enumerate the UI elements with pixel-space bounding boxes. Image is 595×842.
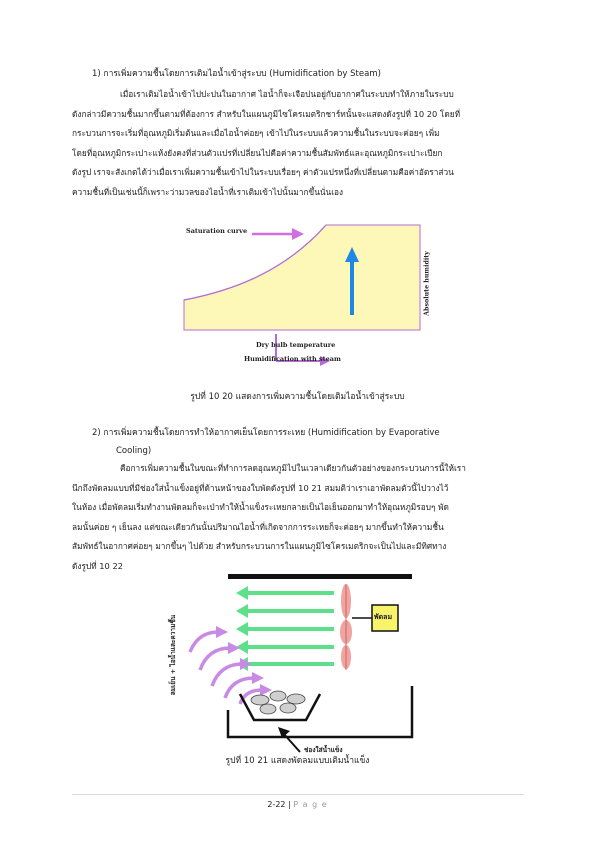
paragraph-line: ดังกล่าวมีความชื้นมากขึ้นตามที่ต้องการ สำหรับในแผนภูมิไซโครเมตริกชาร์ทนั้นจะแสดงดังรูปที่ 10 20 โดยที่ <box>72 108 461 119</box>
section-2-heading: 2) การเพิ่มความชื้นโดยการทำให้อากาศเย็นโดยการระเหย (Humidification by Evaporative <box>92 428 440 438</box>
fan-base-frame <box>228 686 412 737</box>
paragraph-line: ดังรูปที่ 10 22 <box>72 560 124 571</box>
saturation-curve-label: Saturation curve <box>186 227 248 235</box>
paragraph-line: ในห้อง เมื่อพัดลมเริ่มทำงานพัดลมก็จะเป่าทำให้น้ำแข็งระเหยกลายเป็นไอเย็นออกมาทำให้อุณหภูมิรอบๆ พัด <box>72 502 449 512</box>
cool-air-arrow <box>236 640 334 654</box>
fan-top-frame <box>228 574 412 579</box>
dry-bulb-label: Dry bulb temperature <box>256 341 336 349</box>
vapor-arrow <box>190 632 218 652</box>
paragraph-line: สัมพัทธ์ในอากาศค่อยๆ มากขึ้นๆ ไปด้วย สำหรับกระบวนการในแผนภูมิไซโครเมตริกจะเป็นไปและมีทิศทาง <box>72 541 447 551</box>
process-label: Humidification with steam <box>244 355 341 363</box>
absolute-humidity-label: Absolute humidity <box>423 251 431 316</box>
paragraph-line: กระบวนการจะเริ่มที่อุณหภูมิเริ่มต้นและเมื่อไอน้ำค่อยๆ เข้าไปในระบบแล้วความชื้นในระบบจะค่อยๆ เพิ่ม <box>72 128 440 138</box>
section-1-heading: 1) การเพิ่มความชื้นโดยการเติมไอน้ำเข้าสู่ระบบ (Humidification by Steam) <box>92 69 381 79</box>
page-separator: | <box>288 800 291 809</box>
paragraph-line: เมื่อเราเติมไอน้ำเข้าไปปะปนในอากาศ ไอน้ำก็จะเจือปนอยู่กับอากาศในระบบทำให้ภายในระบบ <box>120 89 454 99</box>
figure-1-caption: รูปที่ 10 20 แสดงการเพิ่มความชื้นโดยเติมไอน้ำเข้าสู่ระบบ <box>190 392 405 402</box>
saturation-pointer-head <box>292 228 304 240</box>
footer-rule <box>72 794 524 795</box>
vapor-arrow-heads <box>216 626 272 696</box>
cool-air-arrow <box>236 622 334 636</box>
page-footer <box>0 800 595 809</box>
paragraph-line: ลมนั้นค่อย ๆ เย็นลง แต่ขณะเดียวกันนั้นปริมาณไอน้ำที่เกิดจากการระเหยก็จะค่อยๆ มากขึ้นทำให้ความชื้น <box>72 521 444 532</box>
fan-blades <box>340 584 352 670</box>
vapor-arrows <box>190 632 262 704</box>
ice-label: ช่องใส่น้ำแข็ง <box>304 746 343 754</box>
ice-cubes <box>251 691 305 714</box>
paragraph-line: ความชื้นที่เป็นเช่นนี้ก็เพราะว่ามวลของไอน้ำที่เราเติมเข้าไปนั้นมากขึ้นนั่นเอง <box>72 186 344 197</box>
paragraph-line: โดยที่อุณหภูมิกระเปาะแห้งยังคงที่ส่วนตัวแปรที่เปลี่ยนไปคือค่าความชื้นสัมพัทธ์และอุณหภูมิกระเปาะเปียก <box>72 147 443 158</box>
section-2-heading-cont: Cooling) <box>116 446 152 456</box>
fan-label: พัดลม <box>374 613 393 621</box>
page-label: P a g e <box>293 800 328 809</box>
cool-air-arrows <box>236 586 334 671</box>
page-number: 2-22 <box>267 800 286 809</box>
cool-air-arrow <box>236 586 334 600</box>
figure-evaporative-fan <box>150 574 450 754</box>
vapor-label: ลมเย็น + ไอน้ำและความชื้น <box>169 614 177 696</box>
section-2-paragraph <box>72 459 524 576</box>
cool-air-arrow <box>236 604 334 618</box>
psychrometric-region <box>184 225 420 330</box>
paragraph-line: นึกถึงพัดลมแบบที่มีช่องใส่น้ำแข็งอยู่ที่ด้านหน้าของใบพัดดังรูปที่ 10 21 สมมติว่าเราเอาพัดลมตัวนี้ไปวางไว้ <box>72 482 449 493</box>
paragraph-line: คือการเพิ่มความชื้นในขณะที่ทำการลดอุณหภูมิไปในเวลาเดียวกันตัวอย่างของกระบวนการนี้ให้เรา <box>120 463 466 473</box>
section-1-paragraph <box>72 85 524 202</box>
paragraph-line: ดังรูป เราจะสังเกตได้ว่าเมื่อเราเพิ่มความชื้นเข้าไปในระบบเรื่อยๆ ค่าตัวแปรหนึ่งที่เปลี่ยนตามคือค่าอัตราส่วน <box>72 167 454 177</box>
figure-2-caption: รูปที่ 10 21 แสดงพัดลมแบบเติมน้ำแข็ง <box>225 756 370 766</box>
